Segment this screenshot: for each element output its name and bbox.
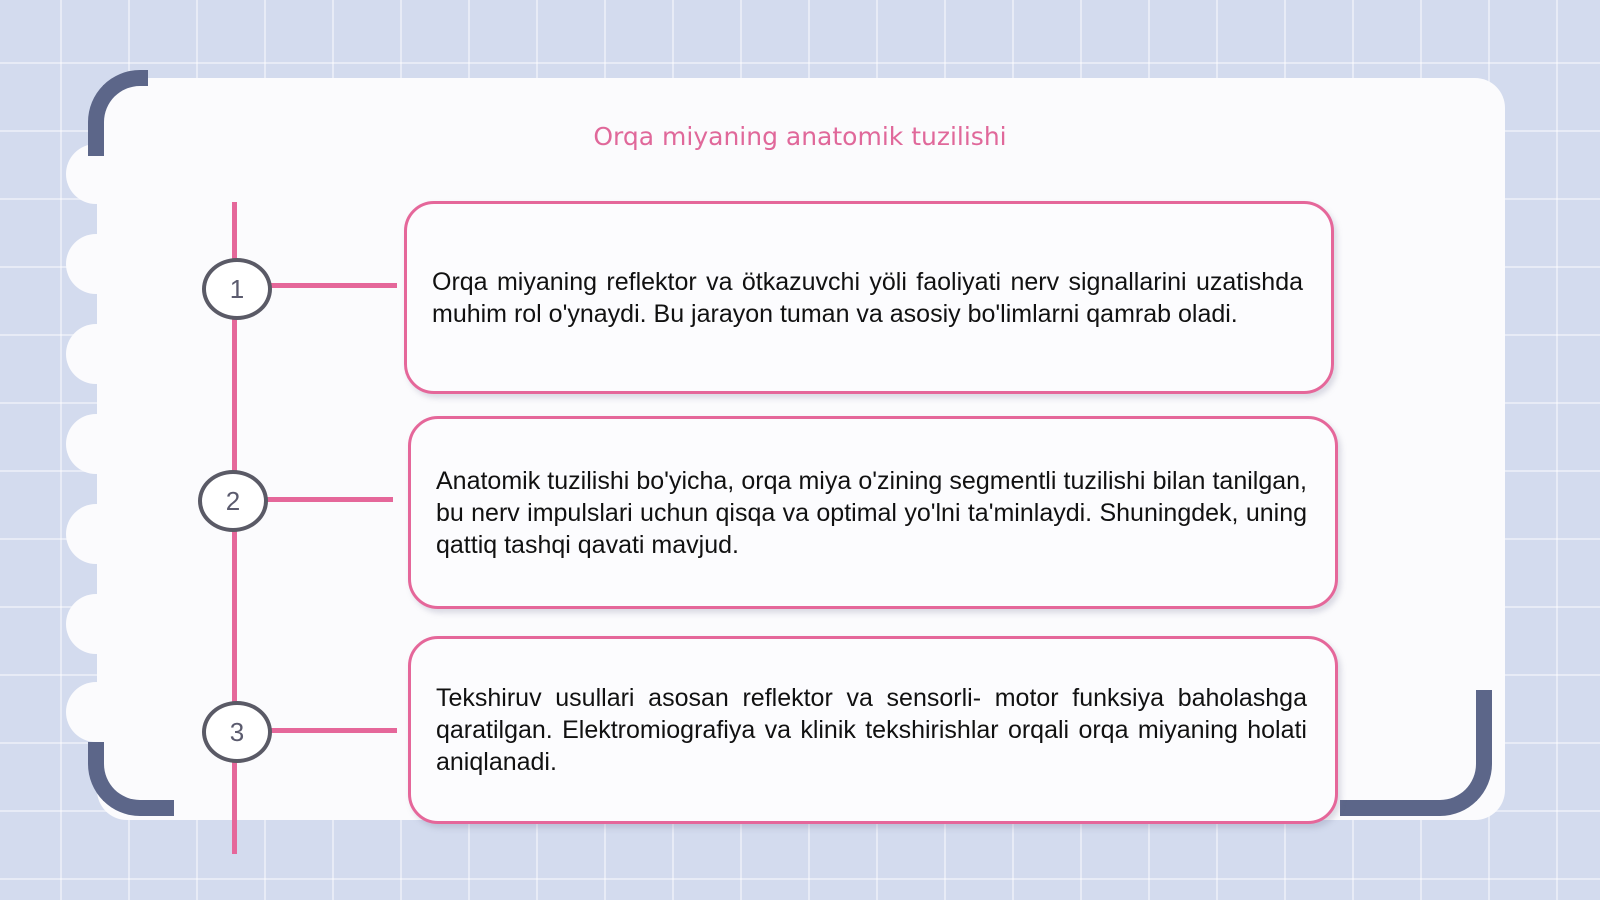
step-card-3 (408, 636, 1338, 824)
connector-1 (262, 283, 397, 288)
connector-3 (262, 728, 397, 733)
step-card-2 (408, 416, 1338, 609)
step-text-3: Tekshiruv usullari asosan reflektor va sensorli- motor funksiya baholashga qaratilgan. Elektromiografiya va klinik tekshirishlar orqali orqa miyaning holati aniqlanadi. (436, 684, 1307, 776)
frame-corner-top-left (88, 70, 148, 156)
connector-2 (258, 497, 393, 502)
step-marker-2: 2 (198, 470, 268, 532)
step-text-2: Anatomik tuzilishi bo'yicha, orqa miya o'zining segmentli tuzilishi bilan tanilgan, bu nerv impulslari uchun qisqa va optimal yo'lni ta'minlaydi. Shuningdek, uning qattiq tashqi qavati mavjud. (436, 466, 1307, 559)
step-text-1: Orqa miyaning reflektor va ötkazuvchi yöli faoliyati nerv signallarini uzatishda muhim rol o'ynaydi. Bu jarayon tuman va asosiy bo'limlarni qamrab oladi. (432, 267, 1303, 328)
step-marker-1: 1 (202, 258, 272, 320)
step-card-1 (404, 201, 1334, 394)
slide-title: Orqa miyaning anatomik tuzilishi (593, 122, 1007, 151)
frame-corner-bottom-right (1340, 690, 1492, 816)
step-marker-3: 3 (202, 701, 272, 763)
